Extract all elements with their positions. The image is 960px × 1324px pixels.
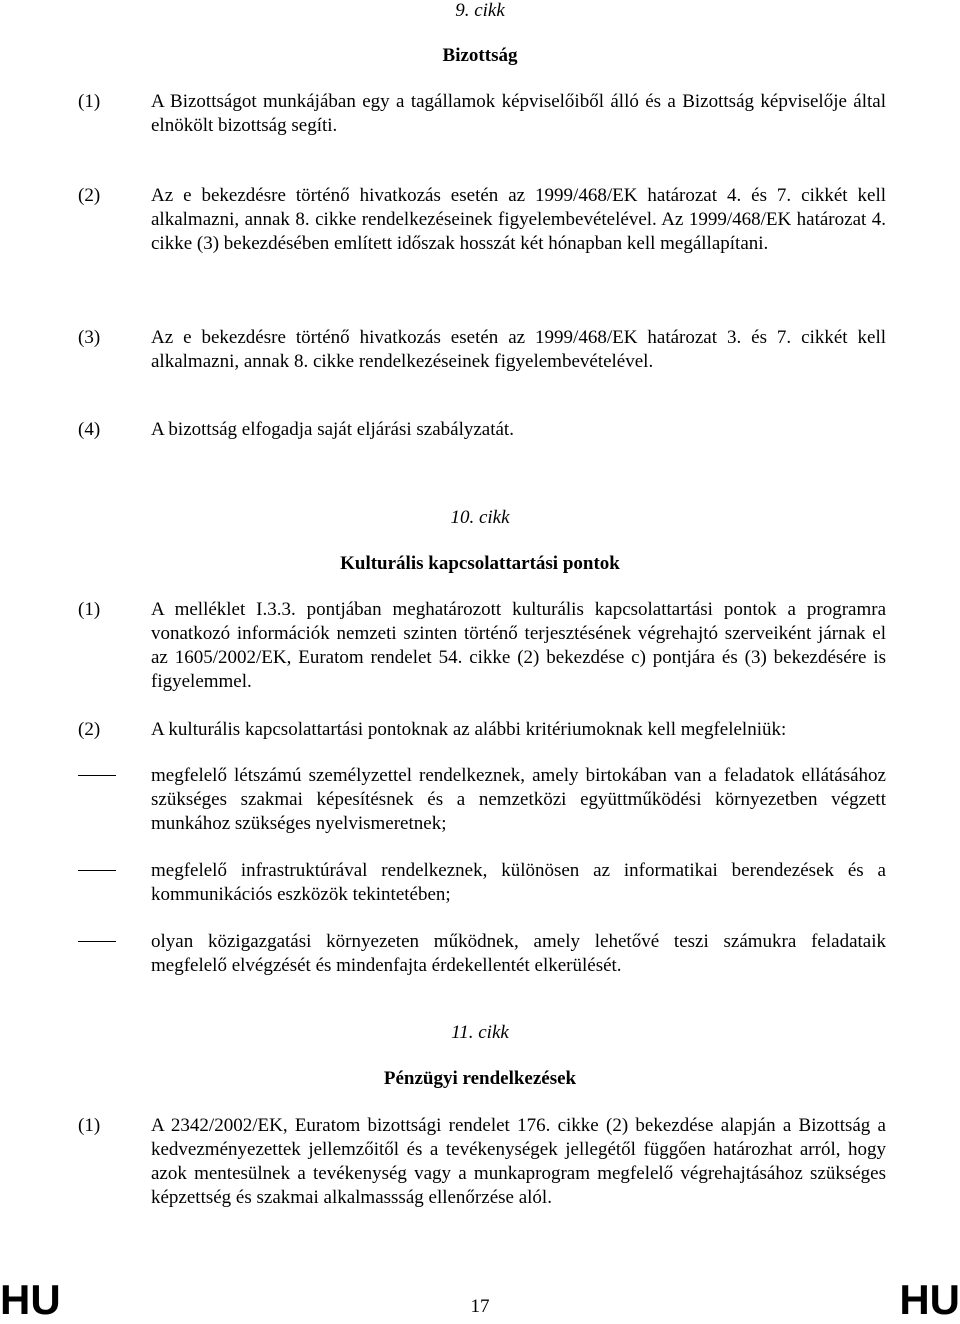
article-10-title: Kulturális kapcsolattartási pontok — [340, 553, 620, 574]
dash-bullet — [78, 870, 116, 871]
article-10-paragraph-2 — [78, 718, 886, 742]
article-9-paragraph-1 — [78, 90, 886, 138]
dash-bullet — [78, 775, 116, 776]
paragraph-text: A 2342/2002/EK, Euratom bizottsági rendelet 176. cikke (2) bekezdése alapján a Bizottság a kedvezményezettek jellemzőitől és a tevékenységek jellegétől függően határozhat arról, hogy azok mentesülnek a tevékenység vagy a munkaprogram megfelelő végrehajtásához szükséges képzettség és szakmai alkalmassság ellenőrzése alól. — [151, 1115, 886, 1208]
article-10-number: 10. cikk — [450, 507, 510, 528]
footer-language-right: HU — [899, 1276, 960, 1323]
article-11-title: Pénzügyi rendelkezések — [383, 1068, 577, 1089]
article-11-paragraph-1 — [78, 1114, 886, 1210]
article-9-paragraph-2 — [78, 184, 886, 256]
article-9-paragraph-4 — [78, 418, 886, 442]
paragraph-number: (2) — [78, 185, 101, 206]
criteria-item — [78, 930, 886, 978]
criteria-item — [78, 764, 886, 836]
article-10-paragraph-1 — [78, 598, 886, 694]
criteria-text: megfelelő infrastruktúrával rendelkeznek, különösen az informatikai berendezések és a kommunikációs eszközök tekintetében; — [151, 860, 886, 905]
page-number: 17 — [470, 1296, 490, 1317]
paragraph-number: (1) — [78, 1115, 101, 1136]
paragraph-number: (3) — [78, 327, 101, 348]
paragraph-number: (2) — [78, 719, 101, 740]
paragraph-text: A kulturális kapcsolattartási pontoknak az alábbi kritériumoknak kell megfelelniük: — [151, 719, 787, 740]
paragraph-number: (4) — [78, 419, 101, 440]
criteria-text: megfelelő létszámú személyzettel rendelkeznek, amely birtokában van a feladatok ellátásához szükséges szakmai képesítésnek és a nemzetközi együttműködési környezetben végzett munkához szükséges nyelvismeretnek; — [151, 765, 886, 834]
paragraph-number: (1) — [78, 599, 101, 620]
criteria-text: olyan közigazgatási környezeten működnek, amely lehetővé teszi számukra feladataik megfelelő elvégzését és mindenfajta érdekellentét elkerülését. — [151, 931, 886, 976]
paragraph-text: A bizottság elfogadja saját eljárási szabályzatát. — [151, 419, 514, 440]
footer-language-left: HU — [0, 1276, 61, 1323]
article-9-paragraph-3 — [78, 326, 886, 374]
dash-bullet — [78, 941, 116, 942]
paragraph-text: A Bizottságot munkájában egy a tagállamok képviselőiből álló és a Bizottság képviselője által elnökölt bizottság segíti. — [151, 91, 886, 136]
criteria-item — [78, 859, 886, 907]
article-9-number: 9. cikk — [455, 0, 505, 21]
article-11-number: 11. cikk — [451, 1022, 509, 1043]
paragraph-text: Az e bekezdésre történő hivatkozás esetén az 1999/468/EK határozat 4. és 7. cikkét kell alkalmazni, annak 8. cikke rendelkezéseinek figyelembevételével. Az 1999/468/EK határozat 4. cikke (3) bekezdésében említett időszak hosszát két hónapban kell megállapítani. — [151, 185, 886, 254]
article-9-title: Bizottság — [442, 45, 518, 66]
paragraph-number: (1) — [78, 91, 101, 112]
paragraph-text: A melléklet I.3.3. pontjában meghatározott kulturális kapcsolattartási pontok a programra vonatkozó információk nemzeti szinten történő terjesztésének végrehajtó szerveiként járnak el az 1605/2002/EK, Euratom rendelet 54. cikke (2) bekezdése c) pontjára és (3) bekezdésére is figyelemmel. — [151, 599, 886, 692]
paragraph-text: Az e bekezdésre történő hivatkozás esetén az 1999/468/EK határozat 3. és 7. cikkét kell alkalmazni, annak 8. cikke rendelkezéseinek figyelembevételével. — [151, 327, 886, 372]
